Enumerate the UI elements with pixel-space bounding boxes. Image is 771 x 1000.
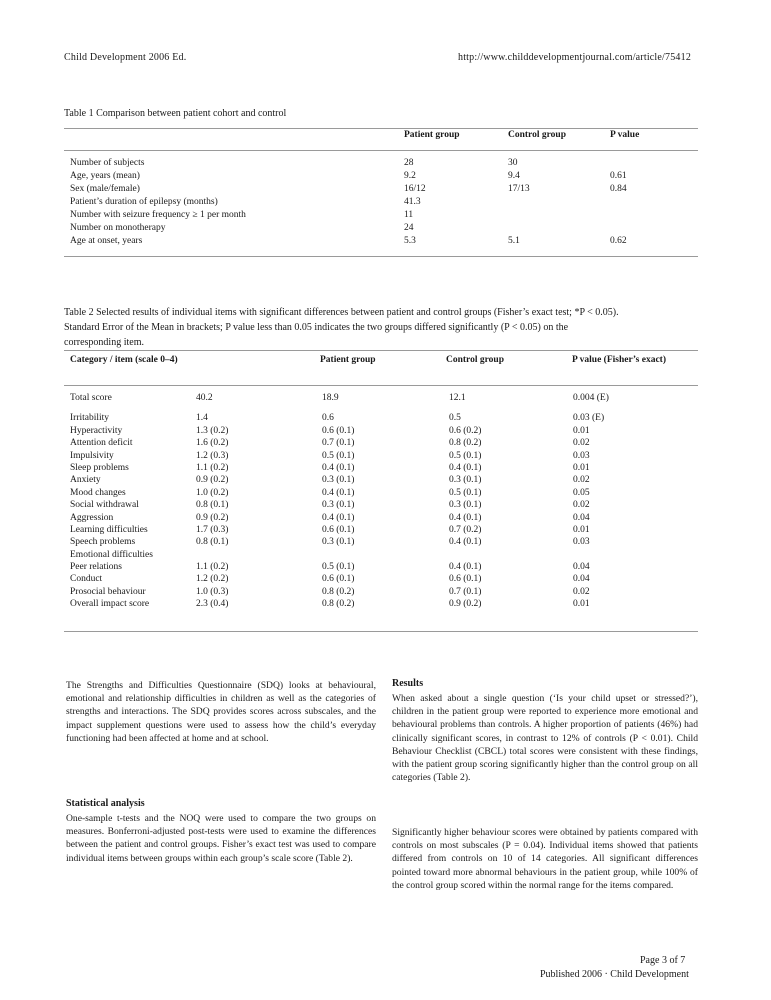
table2-value: 0.3 (0.1) bbox=[449, 475, 482, 486]
table2-value: 1.0 (0.3) bbox=[196, 586, 229, 597]
table2-caption-line: corresponding item. bbox=[64, 337, 144, 348]
table2-value: 0.4 (0.1) bbox=[322, 512, 355, 523]
table2-value: 0.03 (E) bbox=[573, 413, 605, 424]
table2-value: 1.4 bbox=[196, 413, 208, 424]
table2-value: 0.4 (0.1) bbox=[449, 462, 482, 473]
table2-bottom-rule bbox=[64, 631, 698, 632]
table2-value: 0.05 bbox=[573, 487, 590, 498]
table2-value: 0.4 (0.1) bbox=[449, 562, 482, 573]
table2-value: 0.5 (0.1) bbox=[322, 562, 355, 573]
table2-value: 0.7 (0.1) bbox=[322, 438, 355, 449]
table2-value bbox=[449, 549, 481, 561]
table1-label: Patient’s duration of epilepsy (months) bbox=[70, 197, 218, 207]
table2-value: 0.8 (0.2) bbox=[322, 599, 355, 610]
table1-value: 24 bbox=[404, 223, 414, 233]
table2-value: 0.04 bbox=[573, 562, 590, 573]
table1-label: Age, years (mean) bbox=[70, 171, 140, 181]
table2-value: 0.3 (0.1) bbox=[322, 475, 355, 486]
table2-value bbox=[196, 549, 228, 561]
table2-value: 0.04 bbox=[573, 512, 590, 523]
table2-other-col bbox=[449, 392, 481, 611]
table2-label: Irritability bbox=[70, 413, 110, 424]
table1-patient-col bbox=[404, 157, 426, 248]
table2-value: 0.5 (0.1) bbox=[449, 450, 482, 461]
table2-label: Social withdrawal bbox=[70, 500, 139, 511]
table1-caption: Table 1 Comparison between patient cohort and control bbox=[64, 108, 287, 119]
table2-caption-line: Standard Error of the Mean in brackets; P value less than 0.05 indicates the two groups differed significantly (P < 0.05) on the bbox=[64, 322, 569, 333]
table1-value: 16/12 bbox=[404, 184, 426, 194]
table2-value: 0.4 (0.1) bbox=[449, 537, 482, 548]
table1-label: Number of subjects bbox=[70, 158, 145, 168]
methods-text: The Strengths and Difficulties Questionnaire (SDQ) looks at behavioural, emotional and relationship difficulties in children as well as the categories of strengths and interactions. The SDQ provides scores across subscales, and the impact supplement questions were used to assess how the child’s everyday functioning had been affected at home and at school. bbox=[66, 680, 376, 744]
table2-col-control: Control group bbox=[446, 355, 504, 365]
table2-value: 0.01 bbox=[573, 462, 590, 473]
table2-value: 0.6 (0.1) bbox=[322, 524, 355, 535]
table2-label: Anxiety bbox=[70, 475, 101, 486]
table1-value bbox=[610, 222, 627, 235]
table2-value: 0.02 bbox=[573, 475, 590, 486]
table2-label: Emotional difficulties bbox=[70, 549, 153, 560]
table2-value bbox=[322, 549, 354, 561]
footer-citation: Published 2006 · Child Development bbox=[540, 969, 689, 980]
journal-header: Child Development 2006 Ed. bbox=[64, 52, 187, 63]
table2-value: 0.03 bbox=[573, 537, 590, 548]
table2-label: Peer relations bbox=[70, 562, 122, 573]
table1-value bbox=[508, 196, 530, 209]
table2-value bbox=[573, 549, 609, 561]
table1-value: 5.1 bbox=[508, 236, 520, 246]
table2-value: 0.9 (0.2) bbox=[196, 512, 229, 523]
table2-value: 0.02 bbox=[573, 586, 590, 597]
table2-value: 0.3 (0.1) bbox=[449, 500, 482, 511]
table2-value: 0.01 bbox=[573, 425, 590, 436]
methods-paragraph bbox=[66, 679, 376, 745]
table2-value: 2.3 (0.4) bbox=[196, 599, 229, 610]
table2-patient-col bbox=[196, 392, 228, 611]
table2-value: 0.5 (0.1) bbox=[322, 450, 355, 461]
article-url[interactable]: http://www.childdevelopmentjournal.com/article/75412 bbox=[458, 52, 692, 63]
table1-col-control: Control group bbox=[508, 130, 566, 140]
table2-value: 0.3 (0.1) bbox=[322, 537, 355, 548]
table2-label: Sleep problems bbox=[70, 462, 129, 473]
table1-value: 0.61 bbox=[610, 171, 627, 181]
table2-label: Learning difficulties bbox=[70, 524, 148, 535]
table2-value: 0.8 (0.1) bbox=[196, 537, 229, 548]
table2-value: 1.0 (0.2) bbox=[196, 487, 229, 498]
table2-value: 0.7 (0.2) bbox=[449, 524, 482, 535]
table2-value: 0.3 (0.1) bbox=[322, 500, 355, 511]
table2-value: 1.2 (0.3) bbox=[196, 450, 229, 461]
table2-value: 1.3 (0.2) bbox=[196, 425, 229, 436]
table2-value: 0.8 (0.2) bbox=[449, 438, 482, 449]
table2-label: Hyperactivity bbox=[70, 425, 123, 436]
table1-value: 0.84 bbox=[610, 184, 627, 194]
table2-value: 0.6 (0.2) bbox=[449, 425, 482, 436]
table1-p-col bbox=[610, 157, 627, 248]
table2-col-category: Category / item (scale 0–4) bbox=[70, 355, 178, 365]
table1-label: Sex (male/female) bbox=[70, 184, 140, 194]
results-text-2: Significantly higher behaviour scores were obtained by patients compared with controls on most subscales (P = 0.04). Individual items showed that patients differed from controls on 10 of 14 categories. All significant differences pointed toward more abnormal behaviours in the patient group, while 100% of the control group scored within the normal range for the items compared. bbox=[392, 827, 698, 891]
table2-value: 0.03 bbox=[573, 450, 590, 461]
section-title-results: Results bbox=[392, 678, 424, 689]
table1-value: 41.3 bbox=[404, 197, 421, 207]
table2-value: 0.01 bbox=[573, 599, 590, 610]
table1-value: 0.62 bbox=[610, 236, 627, 246]
table2-value: 0.6 (0.1) bbox=[322, 425, 355, 436]
table2-value: 0.01 bbox=[573, 524, 590, 535]
table2-value: 0.9 (0.2) bbox=[449, 599, 482, 610]
table2-value: 1.1 (0.2) bbox=[196, 562, 229, 573]
table2-label: Prosocial behaviour bbox=[70, 586, 146, 597]
table2-label: Aggression bbox=[70, 512, 114, 523]
table2-value: 0.02 bbox=[573, 438, 590, 449]
table2-value: 0.02 bbox=[573, 500, 590, 511]
table2-col-patient: Patient group bbox=[320, 355, 376, 365]
table1-value bbox=[508, 222, 530, 235]
table2-value: 0.4 (0.1) bbox=[322, 487, 355, 498]
table1-value bbox=[610, 196, 627, 209]
table1-col-patient: Patient group bbox=[404, 130, 460, 140]
table1-control-col bbox=[508, 157, 530, 248]
table1-label: Number on monotherapy bbox=[70, 223, 166, 233]
table2-label: Attention deficit bbox=[70, 438, 133, 449]
results-text-1: When asked about a single question (‘Is your child upset or stressed?’), children in the patient group were reported to experience more emotional and behavioural problems than controls. A higher proportion of patients (46%) had clinically significant scores, in contrast to 12% of controls (P < 0.01). Child Behaviour Checklist (CBCL) total scores were consistent with these findings, with the patient group scoring significantly higher than the control group on all categories (Table 2). bbox=[392, 693, 698, 784]
table1-label: Age at onset, years bbox=[70, 236, 143, 246]
table2-value: 0.8 (0.2) bbox=[322, 586, 355, 597]
table2-value: 0.9 (0.2) bbox=[196, 475, 229, 486]
table2-value: 0.6 (0.1) bbox=[449, 574, 482, 585]
table2-control-col bbox=[322, 392, 354, 611]
table2-value: 0.4 (0.1) bbox=[322, 462, 355, 473]
table2-label: Impulsivity bbox=[70, 450, 114, 461]
page-number: Page 3 of 7 bbox=[640, 955, 686, 966]
table2-value: 0.6 bbox=[322, 413, 334, 424]
table2-value: 0.5 bbox=[449, 413, 461, 424]
table2-value: 0.8 (0.1) bbox=[196, 500, 229, 511]
table2-p-col bbox=[573, 392, 609, 611]
table2-value: 1.7 (0.3) bbox=[196, 524, 229, 535]
table2-value: 1.2 (0.2) bbox=[196, 574, 229, 585]
table2-col-p: P value (Fisher’s exact) bbox=[572, 355, 667, 365]
table2-label: Conduct bbox=[70, 574, 103, 585]
table1-value: 28 bbox=[404, 158, 414, 168]
table2-row-labels bbox=[70, 392, 188, 611]
statistics-paragraph bbox=[66, 812, 376, 865]
table2-header-rule bbox=[64, 385, 698, 386]
table2-value: 0.5 (0.1) bbox=[449, 487, 482, 498]
table1-top-rule bbox=[64, 128, 698, 129]
table1-row-labels bbox=[70, 157, 370, 248]
table2-value: 0.7 (0.1) bbox=[449, 586, 482, 597]
table2-caption bbox=[64, 305, 694, 350]
table2-top-rule bbox=[64, 350, 698, 351]
table2-caption-line: Table 2 Selected results of individual items with significant differences between patient and control groups (Fisher’s exact test; *P < 0.05). bbox=[64, 307, 619, 318]
table1-value: 9.4 bbox=[508, 171, 520, 181]
table2-value: 0.4 (0.1) bbox=[449, 512, 482, 523]
table1-col-p: P value bbox=[610, 130, 640, 140]
table2-value: 40.2 bbox=[196, 393, 213, 403]
table1-value bbox=[610, 157, 627, 170]
table2-label: Total score bbox=[70, 393, 112, 403]
table1-value: 30 bbox=[508, 158, 518, 168]
table2-label: Overall impact score bbox=[70, 599, 150, 610]
table1-value: 11 bbox=[404, 210, 414, 220]
table1-label: Number with seizure frequency ≥ 1 per month bbox=[70, 210, 246, 220]
table2-value: 0.004 (E) bbox=[573, 393, 609, 403]
table1-header-rule bbox=[64, 150, 698, 151]
table2-value: 18.9 bbox=[322, 393, 339, 403]
table1-value bbox=[508, 209, 530, 222]
table2-label: Mood changes bbox=[70, 487, 126, 498]
table2-value: 0.6 (0.1) bbox=[322, 574, 355, 585]
table2-label: Speech problems bbox=[70, 537, 136, 548]
table2-value: 0.04 bbox=[573, 574, 590, 585]
statistics-text: One-sample t-tests and the NOQ were used to compare the two groups on measures. Bonferroni-adjusted post-tests were used to examine the differences between the patient and control groups. Fisher’s exact test was used to compare individual items between groups within each group’s scale score (Table 2). bbox=[66, 813, 376, 864]
table1-value: 9.2 bbox=[404, 171, 416, 181]
table1-value: 5.3 bbox=[404, 236, 416, 246]
table1-bottom-rule bbox=[64, 256, 698, 257]
results-paragraph-1 bbox=[392, 692, 698, 784]
section-title-statistics: Statistical analysis bbox=[66, 798, 145, 809]
table2-value: 1.6 (0.2) bbox=[196, 438, 229, 449]
table1-value bbox=[610, 209, 627, 222]
results-paragraph-2 bbox=[392, 826, 698, 892]
table1-value: 17/13 bbox=[508, 184, 530, 194]
table2-value: 1.1 (0.2) bbox=[196, 462, 229, 473]
table2-value: 12.1 bbox=[449, 393, 466, 403]
